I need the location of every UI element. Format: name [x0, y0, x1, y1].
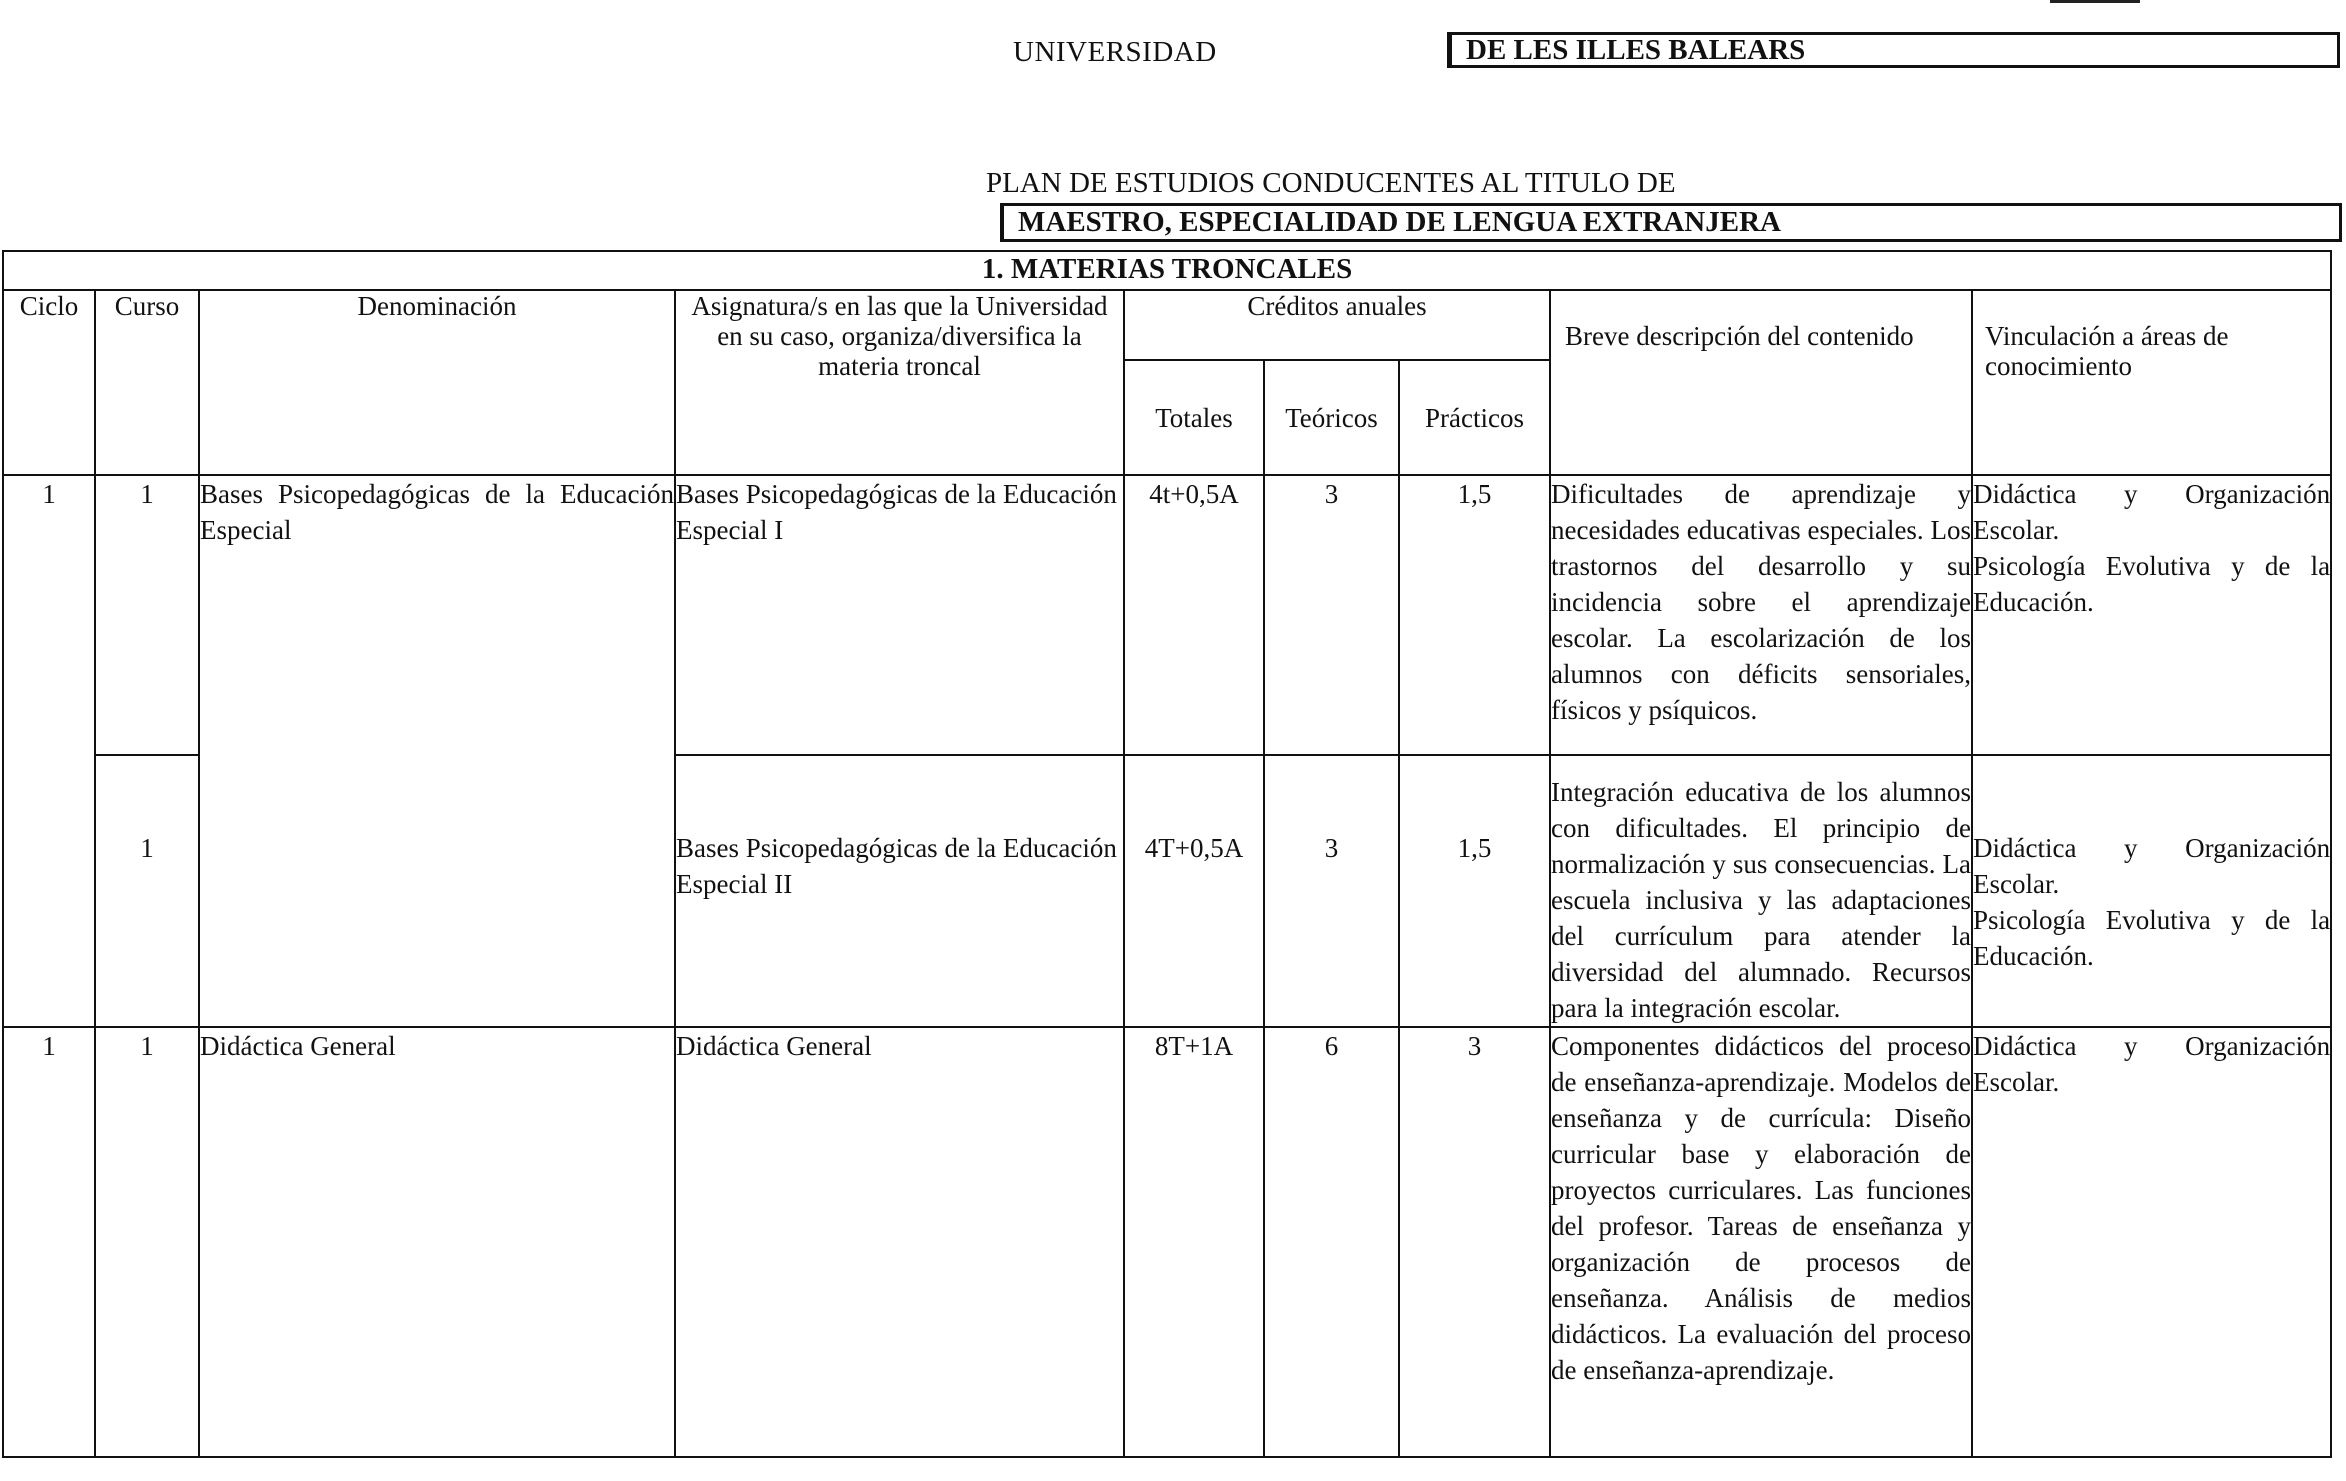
vinculacion-area: Didáctica y Organización Escolar. — [1973, 833, 2331, 899]
col-header-creditos: Créditos anuales — [1124, 290, 1550, 360]
vinculacion-area: Psicología Evolutiva y de la Educación. — [1973, 551, 2331, 617]
col-header-denominacion: Denominación — [199, 290, 675, 475]
cell-asignatura: Didáctica General — [675, 1027, 1124, 1457]
cell-totales: 8T+1A — [1124, 1027, 1264, 1457]
cell-teoricos: 3 — [1264, 755, 1399, 1027]
cell-asignatura: Bases Psicopedagógicas de la Educación Especial I — [675, 475, 1124, 755]
col-header-vinculacion — [1972, 290, 2331, 475]
cell-curso: 1 — [95, 475, 199, 755]
col-header-curso: Curso — [95, 290, 199, 475]
col-header-ciclo: Ciclo — [3, 290, 95, 475]
vinculacion-area: Didáctica y Organización Escolar. — [1973, 479, 2331, 545]
col-header-teoricos: Teóricos — [1264, 360, 1399, 475]
cell-asignatura: Bases Psicopedagógicas de la Educación Especial II — [675, 755, 1124, 1027]
cell-descripcion: Integración educativa de los alumnos con dificultades. El principio de normalización y sus consecuencias. La escuela inclusiva y las adaptaciones del currículum para atender la diversidad del alumnado. Recursos para la integración escolar. — [1550, 755, 1972, 1027]
section-title: 1. MATERIAS TRONCALES — [3, 251, 2331, 290]
cell-ciclo: 1 — [3, 1027, 95, 1457]
vinculacion-area: Psicología Evolutiva y de la Educación. — [1973, 905, 2331, 971]
col-header-practicos: Prácticos — [1399, 360, 1550, 475]
cell-curso: 1 — [95, 755, 199, 1027]
cell-vinculacion — [1972, 755, 2331, 1027]
cell-descripcion: Componentes didácticos del proceso de enseñanza-aprendizaje. Modelos de enseñanza y de currícula: Diseño curricular base y elaboración de proyectos curriculares. Las funciones del profesor. Tareas de enseñanza y organización de procesos de enseñanza. Análisis de medios didácticos. La evaluación del proceso de enseñanza-aprendizaje. — [1550, 1027, 1972, 1457]
vinculacion-area: Didáctica y Organización Escolar. — [1973, 1031, 2331, 1097]
degree-title-box: MAESTRO, ESPECIALIDAD DE LENGUA EXTRANJERA — [1000, 203, 2342, 242]
cell-practicos: 1,5 — [1399, 475, 1550, 755]
university-label: UNIVERSIDAD — [1013, 36, 1217, 68]
col-header-totales: Totales — [1124, 360, 1264, 475]
troncales-table — [2, 250, 2332, 1458]
top-rule — [2050, 0, 2140, 3]
cell-denominacion: Didáctica General — [199, 1027, 675, 1457]
cell-practicos: 1,5 — [1399, 755, 1550, 1027]
university-name-box: DE LES ILLES BALEARS — [1447, 32, 2340, 68]
col-header-descripcion-text: Breve descripción del contenido — [1565, 321, 1914, 351]
cell-practicos: 3 — [1399, 1027, 1550, 1457]
cell-curso: 1 — [95, 1027, 199, 1457]
cell-ciclo: 1 — [3, 475, 95, 1027]
table-row — [3, 1027, 2331, 1457]
cell-vinculacion — [1972, 1027, 2331, 1457]
cell-denominacion: Bases Psicopedagógicas de la Educación Especial — [199, 475, 675, 1027]
cell-teoricos: 3 — [1264, 475, 1399, 755]
cell-vinculacion — [1972, 475, 2331, 755]
cell-teoricos: 6 — [1264, 1027, 1399, 1457]
plan-title: PLAN DE ESTUDIOS CONDUCENTES AL TITULO DE — [986, 167, 1676, 199]
table-row — [3, 475, 2331, 755]
col-header-vinculacion-text: Vinculación a áreas de conocimiento — [1985, 321, 2229, 381]
col-header-descripcion — [1550, 290, 1972, 475]
cell-descripcion: Dificultades de aprendizaje y necesidades educativas especiales. Los trastornos del desarrollo y su incidencia sobre el aprendizaje escolar. La escolarización de los alumnos con déficits sensoriales, físicos y psíquicos. — [1550, 475, 1972, 755]
col-header-asignatura: Asignatura/s en las que la Universidad en su caso, organiza/diversifica la materia troncal — [675, 290, 1124, 475]
cell-totales: 4t+0,5A — [1124, 475, 1264, 755]
cell-totales: 4T+0,5A — [1124, 755, 1264, 1027]
